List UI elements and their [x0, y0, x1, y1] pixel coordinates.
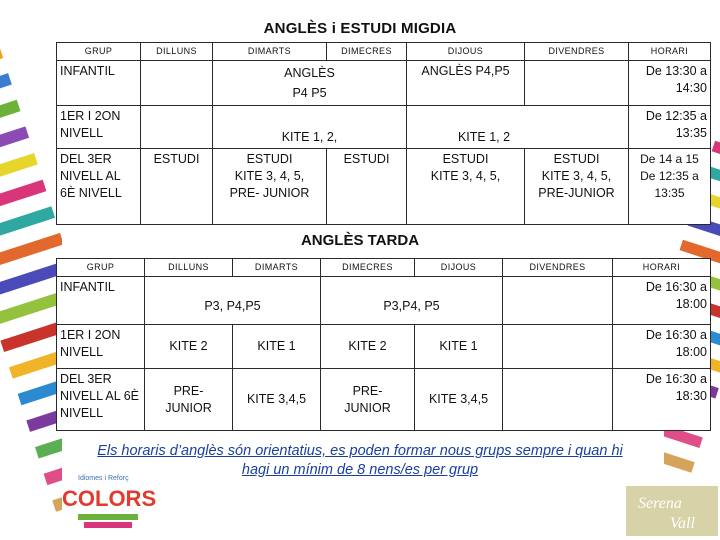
cell-line: P4 P5	[292, 86, 327, 100]
time-nivell36: De 16:30 a 18:30	[613, 369, 711, 431]
cell-nivell36-dimecres: ESTUDI	[327, 149, 407, 225]
header-grup: GRUP	[57, 43, 141, 61]
table-header-row	[57, 259, 711, 277]
cell-line: KITE 3, 4, 5,	[541, 169, 612, 183]
table-row	[57, 61, 711, 106]
cell-line: ESTUDI	[246, 152, 293, 166]
table-row	[57, 369, 711, 431]
cell-line: KITE 3, 4, 5,	[430, 169, 501, 183]
header-divendres: DIVENDRES	[525, 43, 629, 61]
serena-vall-logo	[626, 486, 718, 536]
cell-line: PRE-JUNIOR	[538, 186, 615, 200]
time-nivell12: De 16:30 a 18:00	[613, 325, 711, 369]
header-dimarts: DIMARTS	[233, 259, 321, 277]
afternoon-title: ANGLÈS TARDA	[300, 232, 420, 249]
cell-empty	[503, 277, 613, 325]
cell-line: 13:35	[654, 186, 685, 200]
group-3er-6e-nivell: DEL 3ER NIVELL AL 6È NIVELL	[57, 369, 145, 431]
table-row	[57, 325, 711, 369]
afternoon-schedule-table	[56, 258, 711, 431]
time-nivell12: De 12:35 a 13:35	[629, 106, 711, 149]
table-header-row	[57, 43, 711, 61]
cell-nivell36-dijous	[407, 149, 525, 225]
group-1er-2on-nivell: 1ER I 2ON NIVELL	[57, 106, 141, 149]
header-horari: HORARI	[629, 43, 711, 61]
header-grup: GRUP	[57, 259, 145, 277]
cell-nivell12-dijous: KITE 1	[415, 325, 503, 369]
time-infantil: De 13:30 a 14:30	[629, 61, 711, 106]
cell-nivell12-dilluns: KITE 2	[145, 325, 233, 369]
header-dilluns: DILLUNS	[145, 259, 233, 277]
cell-empty	[141, 61, 213, 106]
group-infantil: INFANTIL	[57, 277, 145, 325]
group-infantil: INFANTIL	[57, 61, 141, 106]
cell-empty	[525, 61, 629, 106]
group-1er-2on-nivell: 1ER I 2ON NIVELL	[57, 325, 145, 369]
header-divendres: DIVENDRES	[503, 259, 613, 277]
cell-nivell36-dijous: KITE 3,4,5	[415, 369, 503, 431]
note-line-1: Els horaris d’anglès són orientatius, es poden formar nous grups sempre i quan hi	[97, 443, 623, 459]
cell-empty	[141, 106, 213, 149]
group-3er-6e-nivell: DEL 3ER NIVELL AL 6È NIVELL	[57, 149, 141, 225]
header-dimecres: DIMECRES	[327, 43, 407, 61]
cell-infantil-dilluns: P3, P4,P5	[145, 277, 321, 325]
header-horari: HORARI	[613, 259, 711, 277]
colors-logo-wordmark: COLORS	[62, 486, 156, 511]
cell-nivell36-dilluns: PRE-JUNIOR	[145, 369, 233, 431]
table-row	[57, 277, 711, 325]
cell-nivell36-dimecres: PRE-JUNIOR	[321, 369, 415, 431]
cell-nivell12-dijous: KITE 1, 2	[407, 106, 629, 149]
cell-nivell36-dilluns: ESTUDI	[141, 149, 213, 225]
cell-empty	[503, 369, 613, 431]
header-dimecres: DIMECRES	[321, 259, 415, 277]
cell-line: PRE- JUNIOR	[229, 186, 310, 200]
cell-line: ESTUDI	[553, 152, 600, 166]
cell-infantil-dijous: ANGLÈS P4,P5	[407, 61, 525, 106]
cell-nivell12-dimarts: KITE 1	[233, 325, 321, 369]
header-dilluns: DILLUNS	[141, 43, 213, 61]
cell-nivell36-dimarts: KITE 3,4,5	[233, 369, 321, 431]
cell-line: KITE 3, 4, 5,	[234, 169, 305, 183]
cell-line: ANGLÈS	[284, 66, 335, 80]
cell-line: De 12:35 a	[640, 169, 699, 183]
header-dijous: DIJOUS	[407, 43, 525, 61]
cell-empty	[503, 325, 613, 369]
table-row	[57, 106, 711, 149]
cell-nivell36-dimarts	[213, 149, 327, 225]
header-dimarts: DIMARTS	[213, 43, 327, 61]
table-row	[57, 149, 711, 225]
cell-nivell12-dimecres: KITE 2	[321, 325, 415, 369]
cell-nivell12-dimarts: KITE 1, 2,	[213, 106, 407, 149]
cell-line: De 14 a 15	[640, 152, 699, 166]
cell-line: ESTUDI	[442, 152, 489, 166]
header-dijous: DIJOUS	[415, 259, 503, 277]
serena-logo-line1: Serena	[638, 495, 682, 512]
midday-schedule-table	[56, 42, 711, 225]
colors-logo	[58, 470, 156, 532]
colors-logo-subtitle: Idiomes i Reforç	[78, 475, 129, 482]
midday-title: ANGLÈS i ESTUDI MIGDIA	[263, 20, 457, 37]
time-nivell36	[629, 149, 711, 225]
note-line-2: hagi un mínim de 8 nens/es per grup	[241, 462, 479, 478]
cell-infantil-dimarts	[213, 61, 407, 106]
cell-infantil-dimecres: P3,P4, P5	[321, 277, 503, 325]
time-infantil: De 16:30 a 18:00	[613, 277, 711, 325]
cell-nivell36-divendres	[525, 149, 629, 225]
serena-logo-line2: Vall	[670, 515, 695, 532]
